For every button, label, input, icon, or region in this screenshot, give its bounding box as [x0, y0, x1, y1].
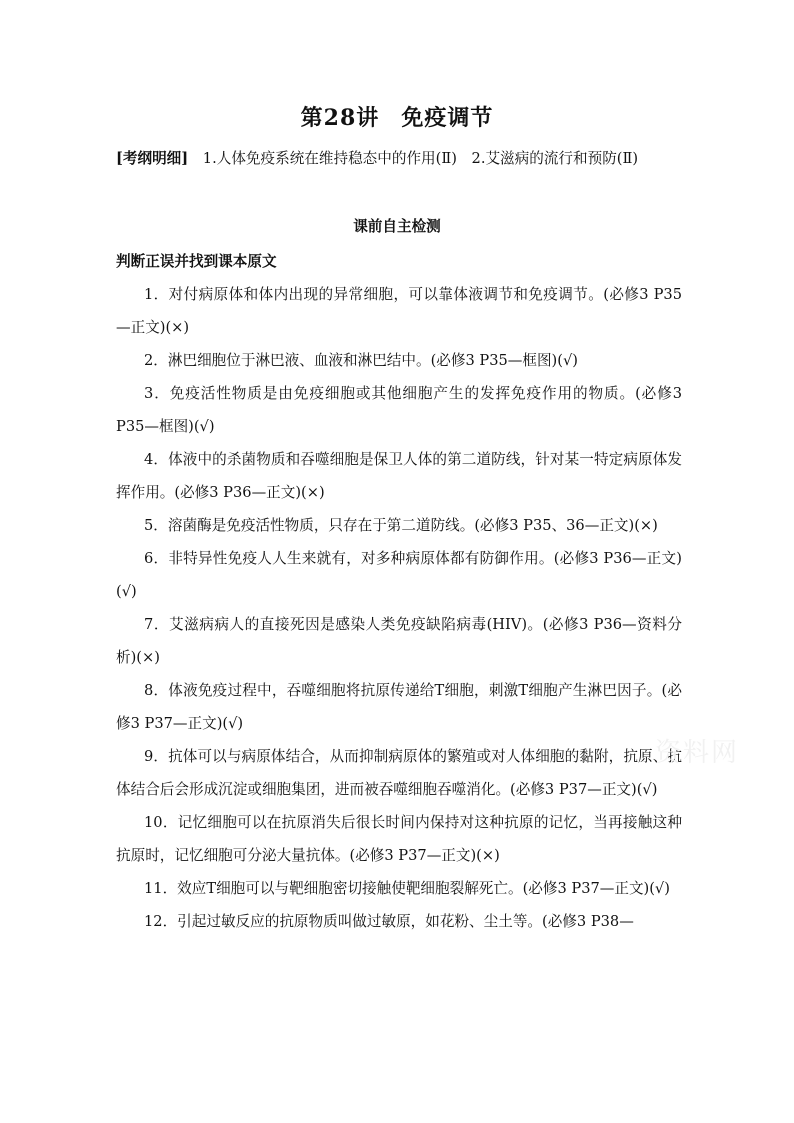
outline-label: [考纲明细] — [116, 150, 189, 167]
item-number: 9． — [144, 748, 169, 765]
item-text: 溶菌酶是免疫活性物质，只存在于第二道防线。(必修3 P35、36—正文)(×) — [167, 517, 658, 534]
item-text: 体液免疫过程中，吞噬细胞将抗原传递给T细胞，刺激T细胞产生淋巴因子。(必修3 P37—正文)(√) — [116, 682, 682, 732]
item-number: 11． — [144, 880, 178, 897]
watermark: 资料网 — [655, 738, 740, 768]
item-text: 抗体可以与病原体结合，从而抑制病原体的繁殖或对人体细胞的黏附，抗原、抗体结合后会形成沉淀或细胞集团，进而被吞噬细胞吞噬消化。(必修3 P37—正文)(√) — [116, 748, 682, 798]
item-number: 2． — [144, 352, 168, 369]
item-number: 10． — [144, 814, 178, 831]
item-text: 非特异性免疫人人生来就有，对多种病原体都有防御作用。(必修3 P36—正文)(√) — [116, 550, 682, 600]
instruction-text: 判断正误并找到课本原文 — [116, 253, 277, 270]
section-heading: 课前自主检测 — [353, 218, 441, 235]
item-text: 记忆细胞可以在抗原消失后很长时间内保持对这种抗原的记忆，当再接触这种抗原时，记忆细胞可分泌大量抗体。(必修3 P37—正文)(×) — [116, 814, 682, 864]
outline-text: 1.人体免疫系统在维持稳态中的作用(Ⅱ) 2.艾滋病的流行和预防(Ⅱ) — [202, 150, 639, 167]
judgment-item — [116, 542, 682, 608]
judgment-item — [116, 278, 682, 344]
judgment-item — [116, 872, 682, 905]
judgment-item — [116, 443, 682, 509]
judgment-item — [116, 344, 682, 377]
judgment-item — [116, 509, 682, 542]
item-number: 6． — [144, 550, 169, 567]
judgment-item — [116, 674, 682, 740]
judgment-item — [116, 740, 682, 806]
item-number: 7． — [144, 616, 169, 633]
judgment-item — [116, 806, 682, 872]
title-topic: 免疫调节 — [401, 105, 494, 131]
item-text: 对付病原体和体内出现的异常细胞，可以靠体液调节和免疫调节。(必修3 P35—正文)(×) — [116, 286, 682, 336]
title-prefix: 第 — [300, 105, 324, 131]
item-text: 效应T细胞可以与靶细胞密切接触使靶细胞裂解死亡。(必修3 P37—正文)(√) — [177, 880, 670, 897]
syllabus-outline — [116, 142, 682, 175]
judgment-list — [116, 278, 682, 938]
lecture-title — [0, 101, 794, 132]
item-text: 免疫活性物质是由免疫细胞或其他细胞产生的发挥免疫作用的物质。(必修3 P35—框图)(√) — [116, 385, 682, 435]
judgment-item — [116, 905, 682, 938]
item-text: 引起过敏反应的抗原物质叫做过敏原，如花粉、尘土等。(必修3 P38— — [177, 913, 634, 930]
title-number: 28 — [323, 105, 357, 131]
title-suffix: 讲 — [356, 105, 380, 131]
item-text: 艾滋病病人的直接死因是感染人类免疫缺陷病毒(HIV)。(必修3 P36—资料分析)(×) — [116, 616, 682, 666]
item-text: 体液中的杀菌物质和吞噬细胞是保卫人体的第二道防线，针对某一特定病原体发挥作用。(必修3 P36—正文)(×) — [116, 451, 682, 501]
item-number: 5． — [144, 517, 168, 534]
item-number: 8． — [144, 682, 169, 699]
item-number: 3． — [144, 385, 170, 402]
item-text: 淋巴细胞位于淋巴液、血液和淋巴结中。(必修3 P35—框图)(√) — [167, 352, 578, 369]
judgment-item — [116, 608, 682, 674]
item-number: 4． — [144, 451, 169, 468]
item-number: 12． — [144, 913, 178, 930]
item-number: 1． — [144, 286, 169, 303]
judgment-item — [116, 377, 682, 443]
